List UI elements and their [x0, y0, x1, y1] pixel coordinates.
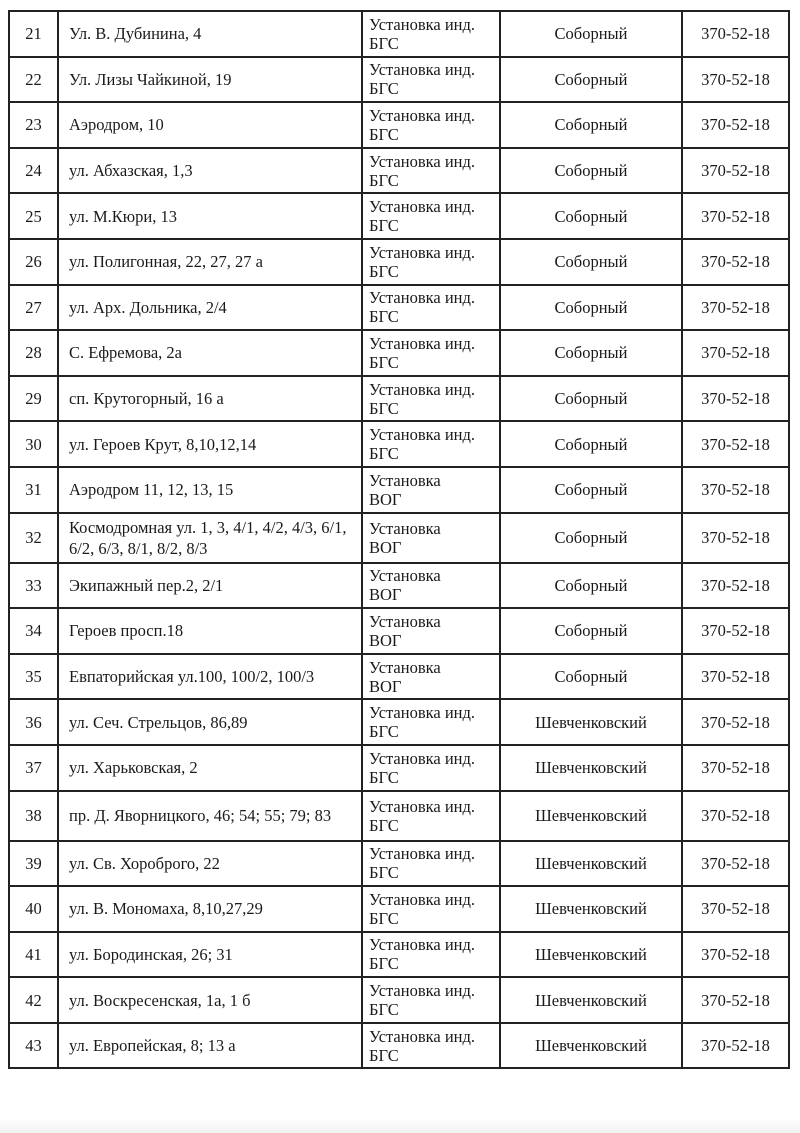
- work-type-text: Установка инд. БГС: [369, 105, 476, 144]
- work-type-cell: [362, 239, 500, 285]
- district-cell: Шевченковский: [500, 699, 682, 745]
- row-number-cell: 24: [9, 148, 58, 194]
- address-text: ул. В. Мономаха, 8,10,27,29: [69, 899, 263, 919]
- work-type-text: Установка инд. БГС: [369, 14, 476, 53]
- table-row: [9, 791, 789, 841]
- address-cell: [58, 654, 362, 700]
- table-body: [9, 11, 789, 1068]
- work-type-cell: [362, 102, 500, 148]
- row-number-cell: 41: [9, 932, 58, 978]
- district-cell: Соборный: [500, 563, 682, 609]
- district-cell: Шевченковский: [500, 932, 682, 978]
- phone-cell: 370-52-18: [682, 977, 789, 1023]
- table-row: [9, 239, 789, 285]
- work-type-cell: [362, 11, 500, 57]
- page-bottom-edge: [0, 1118, 800, 1133]
- district-cell: Шевченковский: [500, 841, 682, 887]
- table-row: [9, 193, 789, 239]
- address-text: ул. М.Кюри, 13: [69, 206, 177, 226]
- address-text: ул. Абхазская, 1,3: [69, 161, 193, 181]
- district-cell: Соборный: [500, 467, 682, 513]
- table-row: [9, 513, 789, 563]
- address-text: Аэродром 11, 12, 13, 15: [69, 480, 234, 500]
- address-cell: [58, 57, 362, 103]
- work-type-text: Установка инд. БГС: [369, 151, 476, 190]
- work-type-text: Установка инд. БГС: [369, 379, 476, 418]
- phone-cell: 370-52-18: [682, 239, 789, 285]
- work-type-cell: [362, 513, 500, 563]
- work-type-text: Установка инд. БГС: [369, 288, 476, 327]
- row-number-cell: 32: [9, 513, 58, 563]
- address-cell: [58, 932, 362, 978]
- address-cell: [58, 239, 362, 285]
- address-cell: [58, 791, 362, 841]
- district-cell: Шевченковский: [500, 745, 682, 791]
- phone-cell: 370-52-18: [682, 654, 789, 700]
- district-cell: Шевченковский: [500, 886, 682, 932]
- row-number-cell: 31: [9, 467, 58, 513]
- work-type-text: Установка ВОГ: [369, 518, 441, 557]
- work-type-cell: [362, 563, 500, 609]
- row-number-cell: 26: [9, 239, 58, 285]
- work-type-cell: [362, 1023, 500, 1069]
- address-text: ул. Арх. Дольника, 2/4: [69, 297, 227, 317]
- address-cell: [58, 563, 362, 609]
- work-type-cell: [362, 57, 500, 103]
- address-text: Космодромная ул. 1, 3, 4/1, 4/2, 4/3, 6/1, 6/2, 6/3, 8/1, 8/2, 8/3: [69, 517, 347, 558]
- table-row: [9, 421, 789, 467]
- work-type-cell: [362, 148, 500, 194]
- row-number-cell: 25: [9, 193, 58, 239]
- address-text: ул. Европейская, 8; 13 а: [69, 1036, 236, 1056]
- address-cell: [58, 102, 362, 148]
- work-type-text: Установка инд. БГС: [369, 981, 476, 1020]
- address-cell: [58, 977, 362, 1023]
- address-cell: [58, 467, 362, 513]
- district-cell: Соборный: [500, 193, 682, 239]
- work-type-text: Установка инд. БГС: [369, 748, 476, 787]
- phone-cell: 370-52-18: [682, 1023, 789, 1069]
- address-text: С. Ефремова, 2а: [69, 343, 183, 363]
- address-cell: [58, 886, 362, 932]
- phone-cell: 370-52-18: [682, 285, 789, 331]
- address-text: Аэродром, 10: [69, 115, 164, 135]
- phone-cell: 370-52-18: [682, 102, 789, 148]
- work-type-text: Установка инд. БГС: [369, 60, 476, 99]
- phone-cell: 370-52-18: [682, 421, 789, 467]
- phone-cell: 370-52-18: [682, 57, 789, 103]
- phone-cell: 370-52-18: [682, 608, 789, 654]
- row-number-cell: 34: [9, 608, 58, 654]
- address-cell: [58, 745, 362, 791]
- phone-cell: 370-52-18: [682, 513, 789, 563]
- address-cell: [58, 330, 362, 376]
- address-cell: [58, 1023, 362, 1069]
- row-number-cell: 35: [9, 654, 58, 700]
- work-type-cell: [362, 608, 500, 654]
- table-row: [9, 932, 789, 978]
- row-number-cell: 28: [9, 330, 58, 376]
- address-text: Евпаторийская ул.100, 100/2, 100/3: [69, 667, 315, 687]
- address-cell: [58, 148, 362, 194]
- address-text: Ул. В. Дубинина, 4: [69, 24, 202, 44]
- row-number-cell: 22: [9, 57, 58, 103]
- address-text: Героев просп.18: [69, 621, 184, 641]
- work-type-cell: [362, 193, 500, 239]
- district-cell: Соборный: [500, 148, 682, 194]
- table-row: [9, 841, 789, 887]
- address-text: ул. Бородинская, 26; 31: [69, 944, 233, 964]
- work-type-text: Установка ВОГ: [369, 611, 441, 650]
- work-type-cell: [362, 654, 500, 700]
- work-type-cell: [362, 285, 500, 331]
- table-row: [9, 745, 789, 791]
- table-row: [9, 977, 789, 1023]
- address-text: сп. Крутогорный, 16 а: [69, 389, 224, 409]
- work-type-cell: [362, 467, 500, 513]
- row-number-cell: 38: [9, 791, 58, 841]
- phone-cell: 370-52-18: [682, 791, 789, 841]
- address-cell: [58, 193, 362, 239]
- row-number-cell: 27: [9, 285, 58, 331]
- district-cell: Шевченковский: [500, 977, 682, 1023]
- table-row: [9, 654, 789, 700]
- address-cell: [58, 699, 362, 745]
- table-row: [9, 102, 789, 148]
- row-number-cell: 42: [9, 977, 58, 1023]
- work-type-text: Установка инд. БГС: [369, 703, 476, 742]
- work-type-cell: [362, 421, 500, 467]
- work-type-text: Установка инд. БГС: [369, 333, 476, 372]
- district-cell: Соборный: [500, 654, 682, 700]
- row-number-cell: 30: [9, 421, 58, 467]
- phone-cell: 370-52-18: [682, 563, 789, 609]
- address-cell: [58, 513, 362, 563]
- row-number-cell: 29: [9, 376, 58, 422]
- phone-cell: 370-52-18: [682, 193, 789, 239]
- row-number-cell: 23: [9, 102, 58, 148]
- work-type-cell: [362, 791, 500, 841]
- table-row: [9, 148, 789, 194]
- phone-cell: 370-52-18: [682, 467, 789, 513]
- table-row: [9, 285, 789, 331]
- address-cell: [58, 421, 362, 467]
- district-cell: Соборный: [500, 239, 682, 285]
- address-text: Экипажный пер.2, 2/1: [69, 575, 224, 595]
- row-number-cell: 39: [9, 841, 58, 887]
- table-row: [9, 467, 789, 513]
- phone-cell: 370-52-18: [682, 841, 789, 887]
- work-type-text: Установка инд. БГС: [369, 242, 476, 281]
- phone-cell: 370-52-18: [682, 886, 789, 932]
- address-cell: [58, 285, 362, 331]
- work-type-cell: [362, 376, 500, 422]
- table-row: [9, 330, 789, 376]
- work-type-text: Установка инд. БГС: [369, 844, 476, 883]
- work-type-text: Установка инд. БГС: [369, 425, 476, 464]
- district-cell: Соборный: [500, 513, 682, 563]
- address-text: ул. Харьковская, 2: [69, 758, 198, 778]
- work-type-cell: [362, 886, 500, 932]
- district-cell: Соборный: [500, 376, 682, 422]
- district-cell: Соборный: [500, 102, 682, 148]
- work-type-cell: [362, 745, 500, 791]
- table-row: [9, 376, 789, 422]
- work-type-text: Установка ВОГ: [369, 470, 441, 509]
- row-number-cell: 33: [9, 563, 58, 609]
- work-type-text: Установка инд. БГС: [369, 889, 476, 928]
- address-text: ул. Воскресенская, 1а, 1 б: [69, 990, 251, 1010]
- work-type-cell: [362, 841, 500, 887]
- work-type-text: Установка ВОГ: [369, 566, 441, 605]
- phone-cell: 370-52-18: [682, 330, 789, 376]
- work-type-text: Установка инд. БГС: [369, 796, 476, 835]
- address-text: пр. Д. Яворницкого, 46; 54; 55; 79; 83: [69, 806, 332, 825]
- work-type-text: Установка инд. БГС: [369, 1026, 476, 1065]
- phone-cell: 370-52-18: [682, 11, 789, 57]
- work-type-text: Установка инд. БГС: [369, 197, 476, 236]
- address-text: ул. Полигонная, 22, 27, 27 а: [69, 252, 263, 272]
- table-row: [9, 57, 789, 103]
- district-cell: Соборный: [500, 421, 682, 467]
- address-text: ул. Св. Хороброго, 22: [69, 853, 220, 873]
- phone-cell: 370-52-18: [682, 932, 789, 978]
- address-cell: [58, 376, 362, 422]
- work-type-text: Установка инд. БГС: [369, 935, 476, 974]
- table-row: [9, 886, 789, 932]
- phone-cell: 370-52-18: [682, 699, 789, 745]
- district-cell: Соборный: [500, 608, 682, 654]
- work-type-cell: [362, 932, 500, 978]
- phone-cell: 370-52-18: [682, 745, 789, 791]
- table-row: [9, 608, 789, 654]
- address-text: ул. Сеч. Стрельцов, 86,89: [69, 712, 248, 732]
- district-cell: Соборный: [500, 285, 682, 331]
- address-cell: [58, 608, 362, 654]
- address-text: Ул. Лизы Чайкиной, 19: [69, 69, 232, 89]
- work-type-cell: [362, 699, 500, 745]
- district-cell: Шевченковский: [500, 1023, 682, 1069]
- district-cell: Соборный: [500, 57, 682, 103]
- work-type-cell: [362, 977, 500, 1023]
- address-text: ул. Героев Крут, 8,10,12,14: [69, 434, 257, 454]
- table-row: [9, 699, 789, 745]
- table-row: [9, 563, 789, 609]
- work-type-text: Установка ВОГ: [369, 657, 441, 696]
- table-row: [9, 11, 789, 57]
- row-number-cell: 43: [9, 1023, 58, 1069]
- district-cell: Соборный: [500, 11, 682, 57]
- row-number-cell: 40: [9, 886, 58, 932]
- work-type-cell: [362, 330, 500, 376]
- district-cell: Шевченковский: [500, 791, 682, 841]
- table-row: [9, 1023, 789, 1069]
- phone-cell: 370-52-18: [682, 376, 789, 422]
- row-number-cell: 37: [9, 745, 58, 791]
- row-number-cell: 21: [9, 11, 58, 57]
- address-cell: [58, 11, 362, 57]
- district-cell: Соборный: [500, 330, 682, 376]
- row-number-cell: 36: [9, 699, 58, 745]
- works-table: [8, 10, 790, 1069]
- phone-cell: 370-52-18: [682, 148, 789, 194]
- address-cell: [58, 841, 362, 887]
